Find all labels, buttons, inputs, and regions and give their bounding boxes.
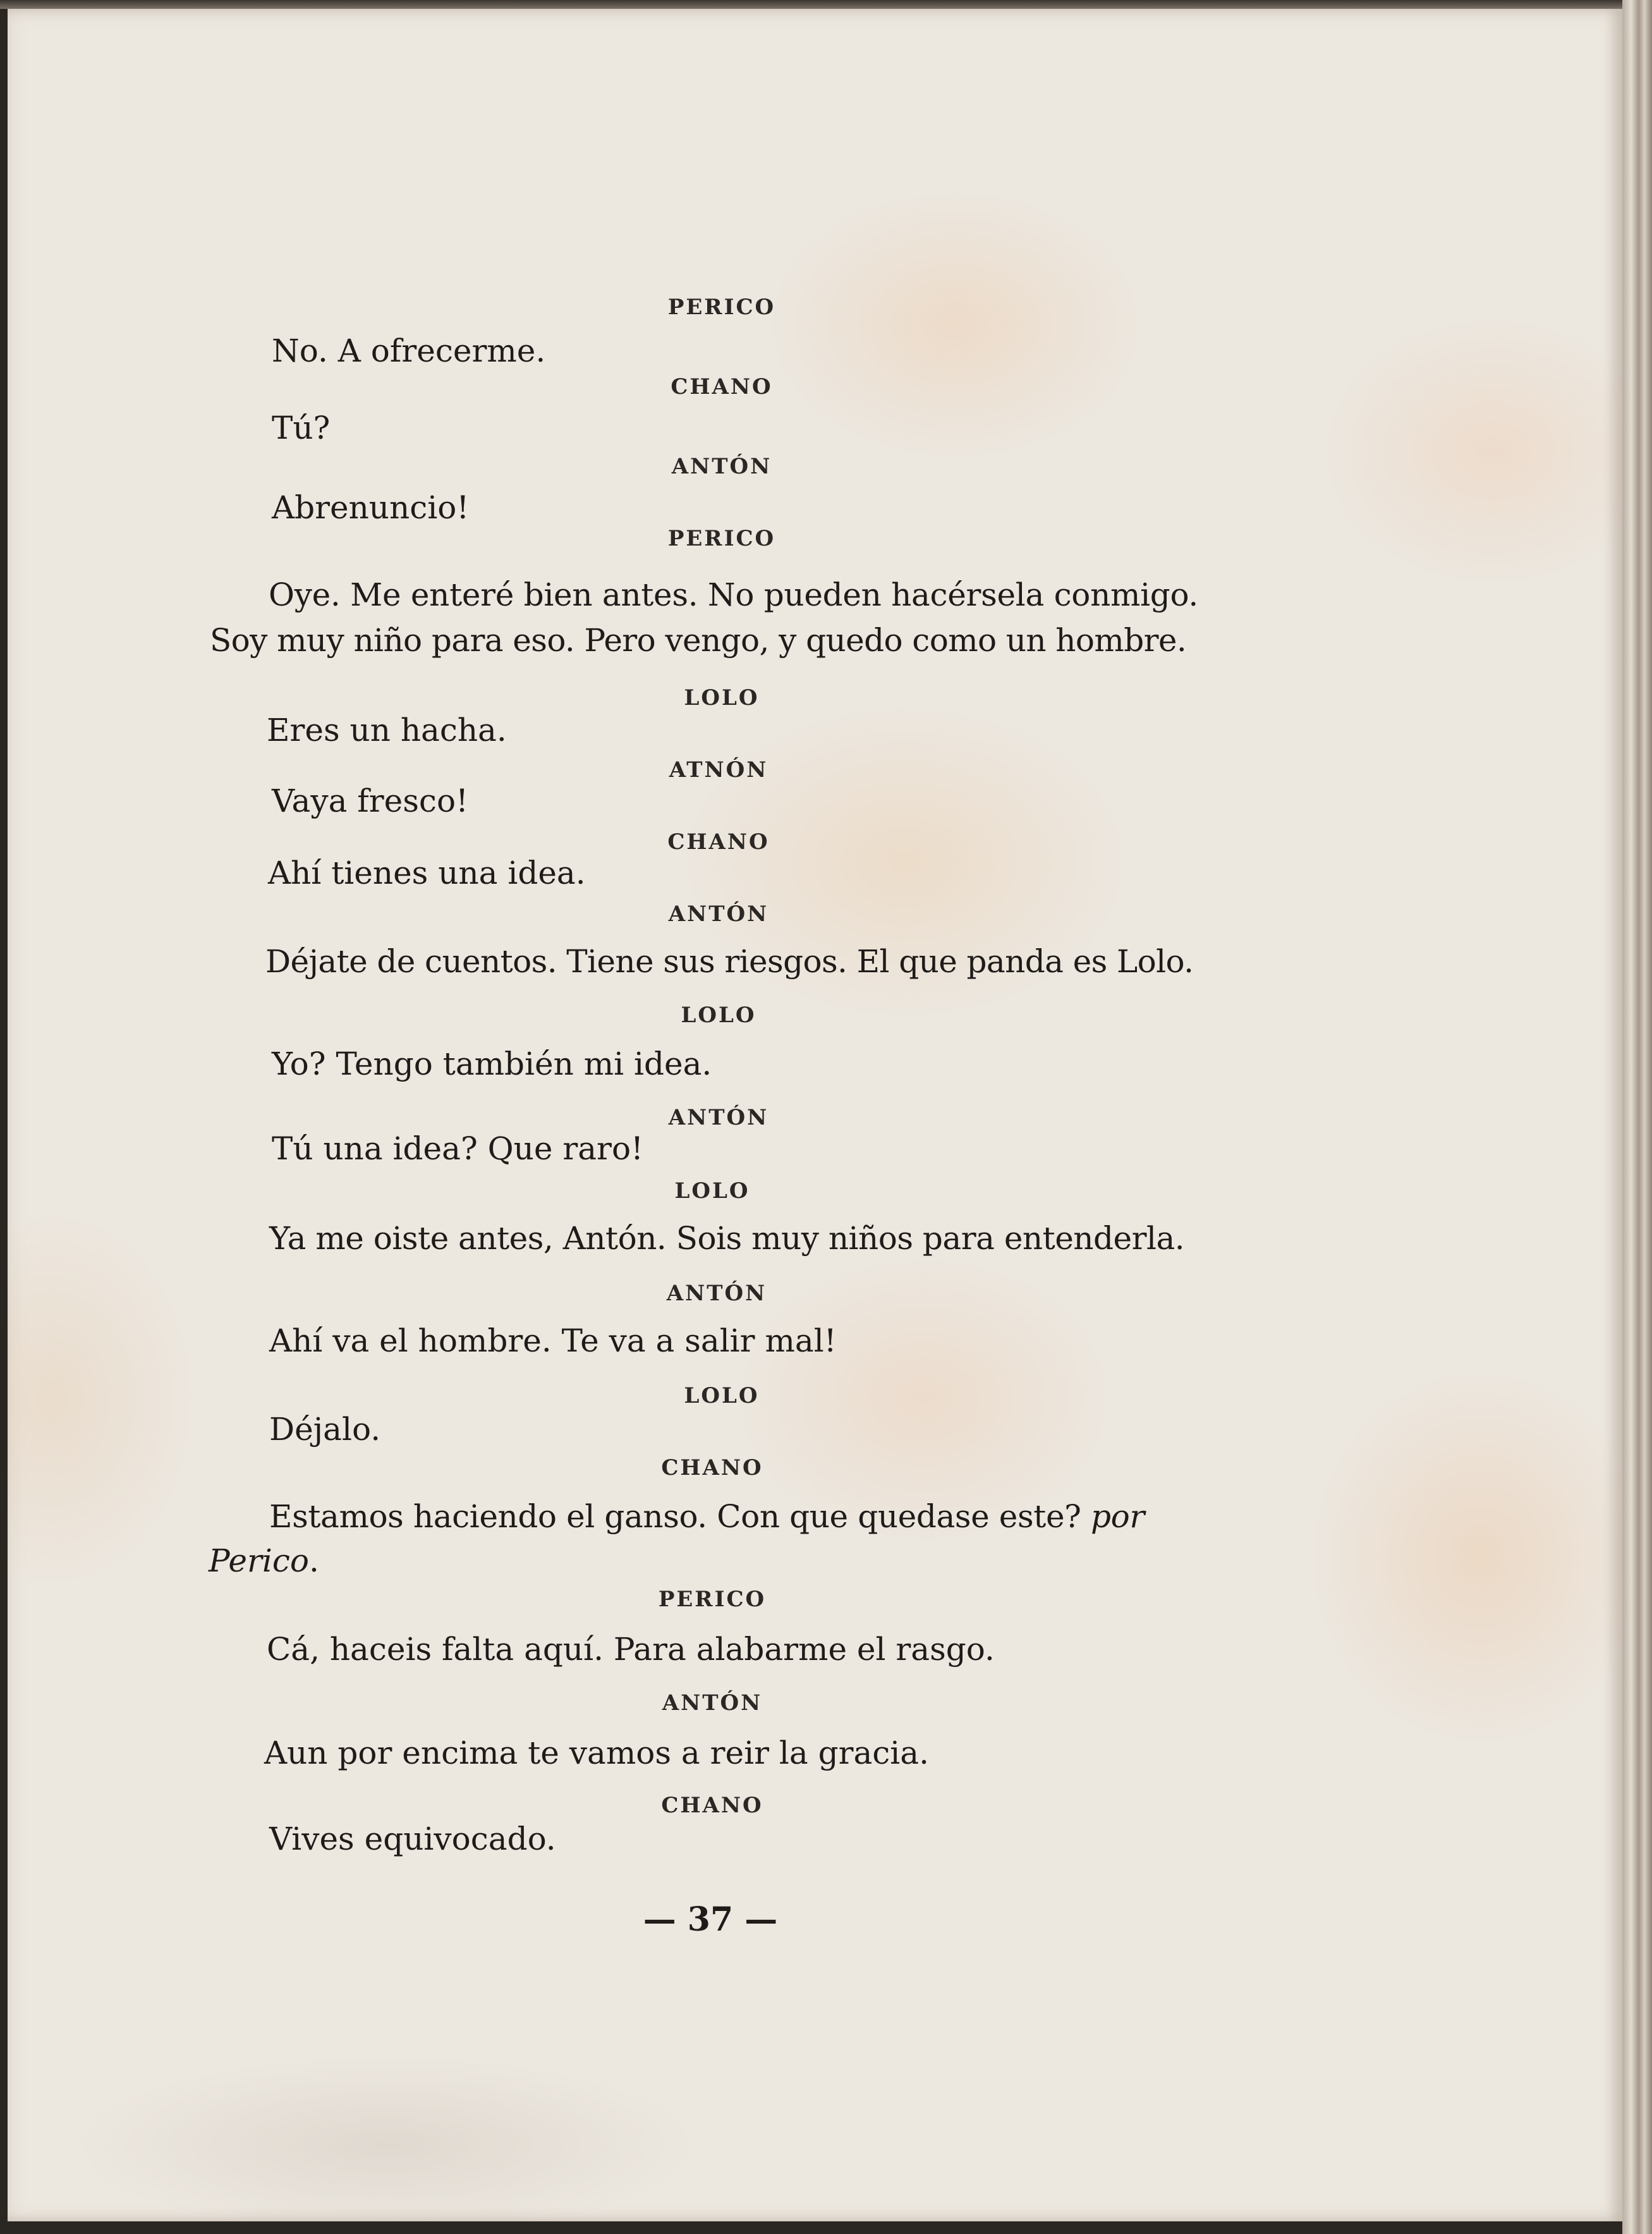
speaker-name: ANTÓN [668, 901, 769, 927]
dialogue-line: Vaya fresco! [272, 783, 469, 819]
page-content [8, 9, 1622, 2221]
dialogue-line: Vives equivocado. [269, 1821, 556, 1857]
stage-direction: por [1091, 1498, 1145, 1535]
dialogue-line: Déjalo. [269, 1411, 381, 1448]
speaker-name: PERICO [667, 295, 776, 320]
speaker-name: CHANO [671, 374, 773, 400]
dialogue-line: Ahí va el hombre. Te va a salir mal! [269, 1322, 837, 1359]
dialogue-text: . [308, 1542, 319, 1579]
stage-direction: Perico [209, 1542, 309, 1579]
dialogue-line: Cá, haceis falta aquí. Para alabarme el rasgo. [267, 1631, 995, 1668]
dialogue-line: Soy muy niño para eso. Pero vengo, y quedo como un hombre. [210, 622, 1187, 659]
dialogue-line: Tú una idea? Que raro! [272, 1130, 644, 1167]
speaker-name: LOLO [684, 1383, 760, 1408]
speaker-name: LOLO [674, 1178, 750, 1204]
dialogue-line: Ahí tienes una idea. [268, 855, 586, 891]
speaker-name: CHANO [667, 829, 770, 855]
speaker-name: ATNÓN [669, 757, 768, 783]
speaker-name: ANTÓN [662, 1690, 763, 1716]
speaker-name: ANTÓN [666, 1281, 767, 1306]
dialogue-line: Déjate de cuentos. Tiene sus riesgos. El que panda es Lolo. [265, 943, 1194, 980]
dialogue-line: Aun por encima te vamos a reir la gracia. [264, 1735, 930, 1771]
page-number: — 37 — [643, 1900, 778, 1939]
dialogue-text: Estamos haciendo el ganso. Con que quedase este? [269, 1498, 1081, 1535]
dialogue-line [269, 1498, 1145, 1535]
page-top-edge [0, 0, 1652, 9]
speaker-name: LOLO [681, 1003, 756, 1028]
speaker-name: CHANO [661, 1793, 763, 1818]
dialogue-line: Ya me oiste antes, Antón. Sois muy niños para entenderla. [269, 1220, 1185, 1257]
dialogue-line: Eres un hacha. [267, 712, 507, 748]
dialogue-line: Abrenuncio! [272, 489, 470, 526]
dialogue-line: Oye. Me enteré bien antes. No pueden hacérsela conmigo. [269, 577, 1199, 613]
dialogue-line: Tú? [272, 410, 331, 446]
dialogue-line: Yo? Tengo también mi idea. [272, 1046, 712, 1082]
page-stack-edge [1622, 0, 1652, 2234]
speaker-name: PERICO [658, 1587, 767, 1612]
speaker-name: ANTÓN [668, 1105, 769, 1130]
speaker-name: ANTÓN [671, 454, 772, 479]
speaker-name: PERICO [667, 526, 776, 551]
book-page [8, 9, 1622, 2221]
dialogue-line [209, 1542, 319, 1579]
speaker-name: LOLO [684, 685, 760, 711]
speaker-name: CHANO [661, 1455, 763, 1480]
dialogue-line: No. A ofrecerme. [272, 333, 546, 369]
